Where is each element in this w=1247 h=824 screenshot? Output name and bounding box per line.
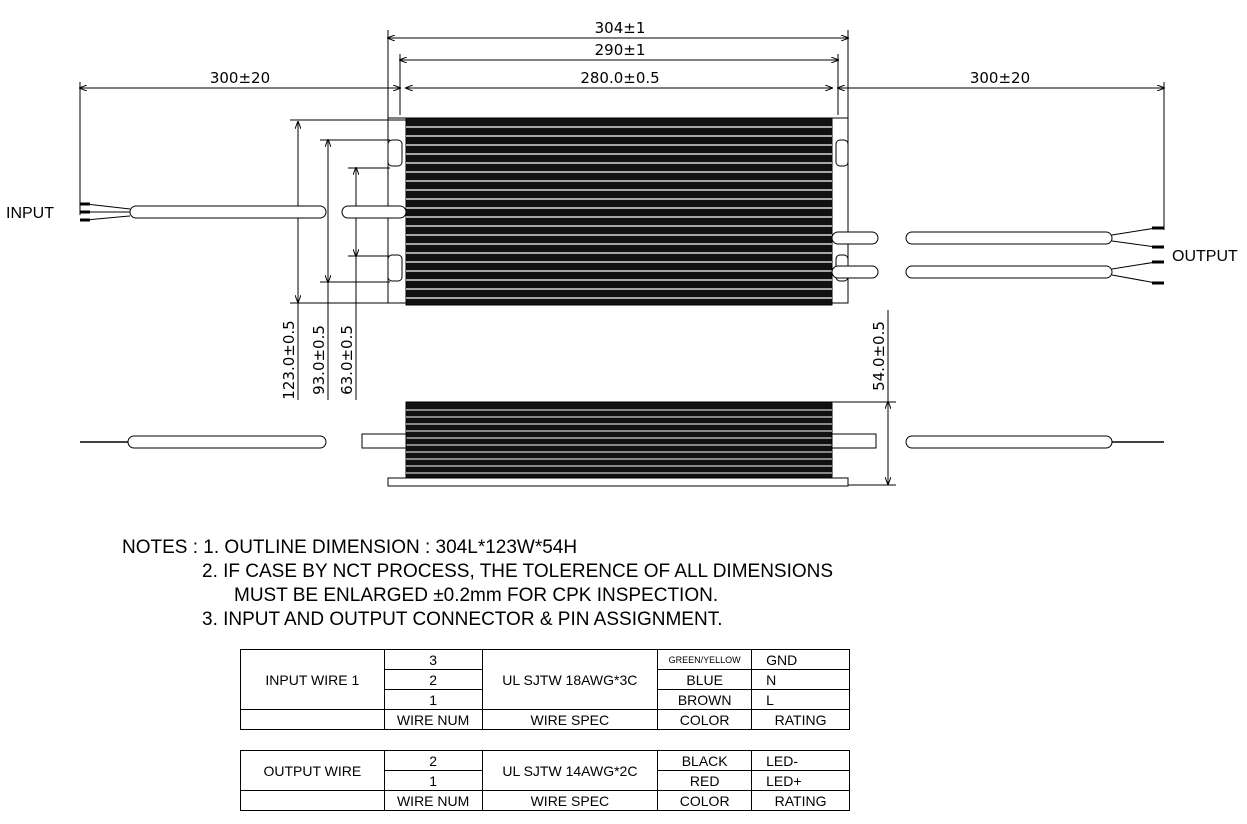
input-num-1: 1: [384, 690, 482, 710]
dim-total-length: 304±1: [594, 19, 646, 37]
note-3: 3. INPUT AND OUTPUT CONNECTOR & PIN ASSIGNMENT.: [202, 609, 723, 630]
note-2-cont: MUST BE ENLARGED ±0.2mm FOR CPK INSPECTION.: [234, 585, 719, 606]
output-header-spec: WIRE SPEC: [482, 791, 658, 811]
output-rating-1: LED+: [752, 771, 850, 791]
input-wire-spec: UL SJTW 18AWG*3C: [482, 650, 658, 710]
input-color-3: GREEN/YELLOW: [658, 650, 752, 670]
output-header-color: COLOR: [658, 791, 752, 811]
output-color-2: BLACK: [658, 751, 752, 771]
input-header-rating: RATING: [752, 710, 850, 730]
input-header-color: COLOR: [658, 710, 752, 730]
output-num-1: 1: [384, 771, 482, 791]
input-pin-table: [240, 649, 850, 730]
input-wire-name: INPUT WIRE 1: [241, 650, 385, 710]
dim-output-cable-length: 300±20: [969, 69, 1031, 87]
dim-body-length: 280.0±0.5: [580, 69, 660, 87]
side-view: [80, 310, 1164, 486]
notes-block: [122, 536, 833, 632]
dim-mount-inner: 63.0±0.5: [338, 325, 356, 395]
input-color-2: BLUE: [658, 670, 752, 690]
note-2: 2. IF CASE BY NCT PROCESS, THE TOLERENCE OF ALL DIMENSIONS: [202, 561, 834, 582]
input-header-num: WIRE NUM: [384, 710, 482, 730]
input-rating-2: N: [752, 670, 850, 690]
output-rating-2: LED-: [752, 751, 850, 771]
input-rating-3: GND: [752, 650, 850, 670]
input-num-3: 3: [384, 650, 482, 670]
input-num-2: 2: [384, 670, 482, 690]
input-label: INPUT: [6, 205, 54, 222]
output-wire-name: OUTPUT WIRE: [241, 751, 385, 791]
output-label: OUTPUT: [1172, 248, 1238, 265]
dim-flange-length: 290±1: [594, 41, 646, 59]
output-blank: [241, 791, 385, 811]
output-wire-spec: UL SJTW 14AWG*2C: [482, 751, 658, 791]
output-header-num: WIRE NUM: [384, 791, 482, 811]
dim-input-cable-length: 300±20: [209, 69, 271, 87]
output-pin-table: [240, 750, 850, 811]
output-num-2: 2: [384, 751, 482, 771]
dim-width: 123.0±0.5: [280, 320, 298, 400]
dim-height: 54.0±0.5: [870, 321, 888, 391]
input-rating-1: L: [752, 690, 850, 710]
note-1: NOTES : 1. OUTLINE DIMENSION : 304L*123W*54H: [122, 537, 578, 558]
input-blank: [241, 710, 385, 730]
input-header-spec: WIRE SPEC: [482, 710, 658, 730]
input-color-1: BROWN: [658, 690, 752, 710]
output-header-rating: RATING: [752, 791, 850, 811]
output-color-1: RED: [658, 771, 752, 791]
dim-mount-outer: 93.0±0.5: [310, 325, 328, 395]
